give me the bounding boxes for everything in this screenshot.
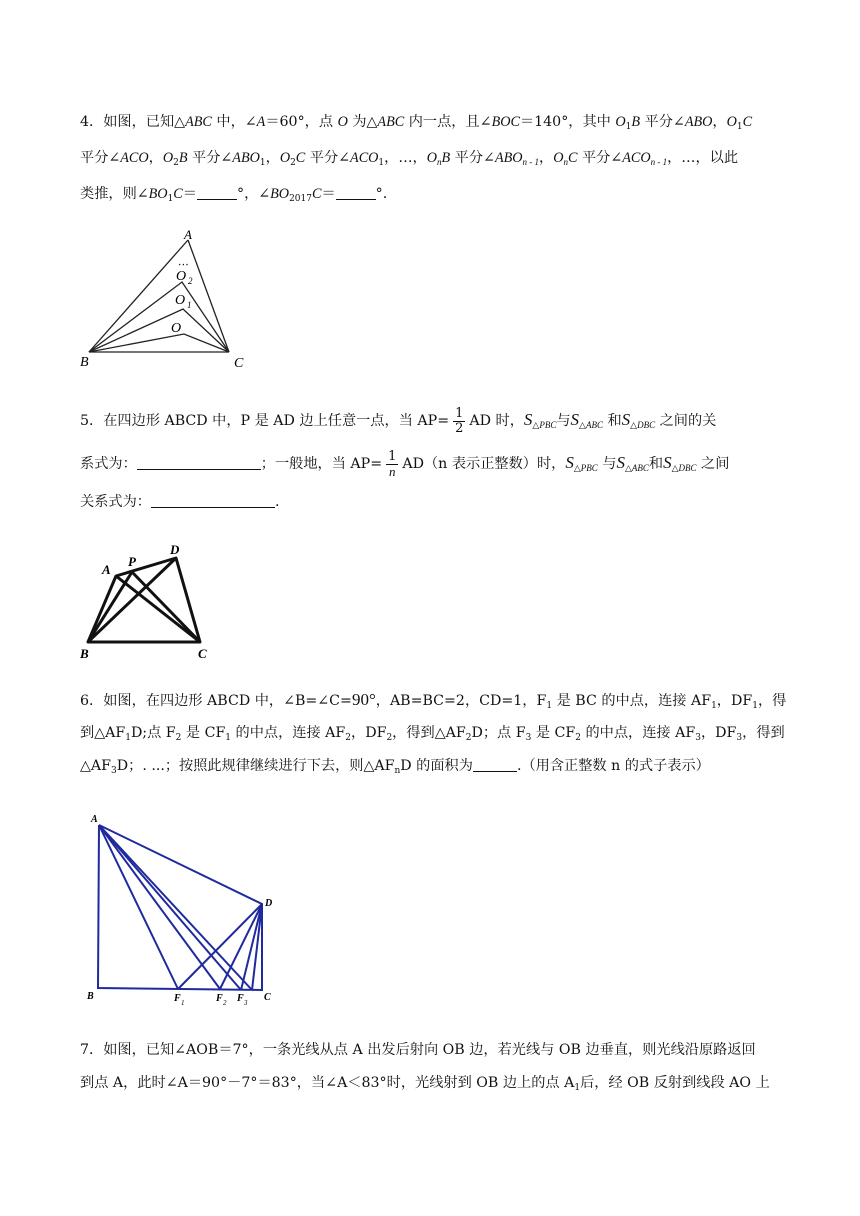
q4-line-2: 平分∠ACO，$O_2B$ 平分$\angle ABO_1$，$O_2C$ 平分$\angle ACO_1$，…，$O_nB$ 平分$\angle ABO_{n - 1}$，$O_nC$ 平分$\angle ACO_{n - 1}$，…，以此 (80, 150, 739, 168)
answer-blank (137, 455, 261, 470)
q5-label-p: P (128, 554, 136, 569)
q4-label-o1-sub: 1 (187, 300, 192, 310)
q4-triangle-figure (78, 226, 248, 372)
q4-dots: ⋯ (177, 259, 188, 271)
q7-line-2: 到点 A，此时∠A＝90°－7°＝83°，当∠A＜83°时，光线射到 OB 边上的点 $A_1$后，经 OB 反射到线段 AO 上 (80, 1075, 770, 1093)
q6-label-f2: F (216, 993, 223, 1004)
answer-blank (197, 185, 237, 200)
q6-label-f2-sub: 2 (223, 999, 227, 1007)
q6-line-3: $\triangle AF_3D$；. ...；按照此规律继续进行下去，则$\triangle AF_nD$ 的面积为 .（用含正整数 n 的式子表示） (80, 758, 710, 776)
q6-line-1: 6．如图，在四边形 ABCD 中，∠B=∠C=90°，AB=BC=2，CD=1，$F_1$ 是 BC 的中点，连接 $AF_1$，$DF_1$，得 (80, 690, 787, 711)
q5-label-b: B (80, 646, 89, 661)
q6-label-a: A (91, 814, 98, 825)
q4-label-b: B (80, 355, 89, 370)
answer-blank (336, 185, 376, 200)
q5-label-d: D (170, 542, 180, 557)
q4-label-o2-sub: 2 (188, 276, 193, 286)
q4-label-o1: O (175, 293, 186, 308)
q4-label-a: A (184, 227, 192, 242)
fraction-one-over-n: $\frac{1}{n}$ (388, 448, 397, 479)
q7-line-1: 7．如图，已知∠AOB＝7°，一条光线从点 A 出发后射向 OB 边，若光线与 OB 边垂直，则光线沿原路返回 (80, 1042, 756, 1058)
q4-line-3: 类推，则$\angle BO_1C=$ °，$\angle BO_{2017}C=$ °. (80, 186, 388, 204)
q6-label-f3: F (237, 993, 244, 1004)
q5-line-3: 关系式为： . (80, 494, 280, 510)
q6-label-f1-sub: 1 (181, 999, 185, 1007)
q4-label-c: C (234, 356, 244, 371)
q5-line-2: 系式为： ；一般地，当 AP= $\frac{1}{n}$ AD（n 表示正整数）时，$S_{\triangle PBC}$ 与$S_{\triangle ABC}$和$S_{\triangle DBC}$ 之间 (80, 448, 730, 479)
q5-quadrilateral-figure (78, 540, 228, 664)
answer-blank (473, 757, 517, 772)
q5-label-c: C (198, 646, 207, 661)
q6-label-f1: F (174, 993, 181, 1004)
q6-label-b: B (87, 991, 94, 1002)
q6-label-c: C (264, 992, 271, 1003)
q5-label-a: A (102, 562, 111, 577)
q6-quadrilateral-figure (86, 808, 286, 1012)
q6-label-f3-sub: 3 (244, 999, 248, 1007)
q6-label-d: D (265, 898, 273, 909)
q4-label-o: O (171, 321, 182, 336)
fraction-one-half: $\frac{1}{2}$ (455, 405, 464, 436)
q4-line-1: 4．如图，已知△ABC 中，∠A＝60°，点 O 为△ABC 内一点，且∠BOC＝140°，其中 $O_1B$ 平分∠ABO，$O_1C$ (80, 114, 753, 132)
q4-label-o2: O (176, 269, 187, 284)
q5-line-1: 5．在四边形 ABCD 中，P 是 AD 边上任意一点，当 AP= $\frac{1}{2}$ AD 时，$S_{\triangle PBC}$与$S_{\triangle ABC}$ 和$S_{\triangle DBC}$ 之间的关 (80, 405, 717, 436)
q6-line-2: 到$\triangle AF_1D$;点 $F_2$ 是 $CF_1$ 的中点，连接 $AF_2$，$DF_2$，得到$\triangle AF_2D$；点 $F_3$ 是 $CF_2$ 的中点，连接 $AF_3$，$DF_3$，得到 (80, 725, 785, 743)
answer-blank (151, 493, 275, 508)
